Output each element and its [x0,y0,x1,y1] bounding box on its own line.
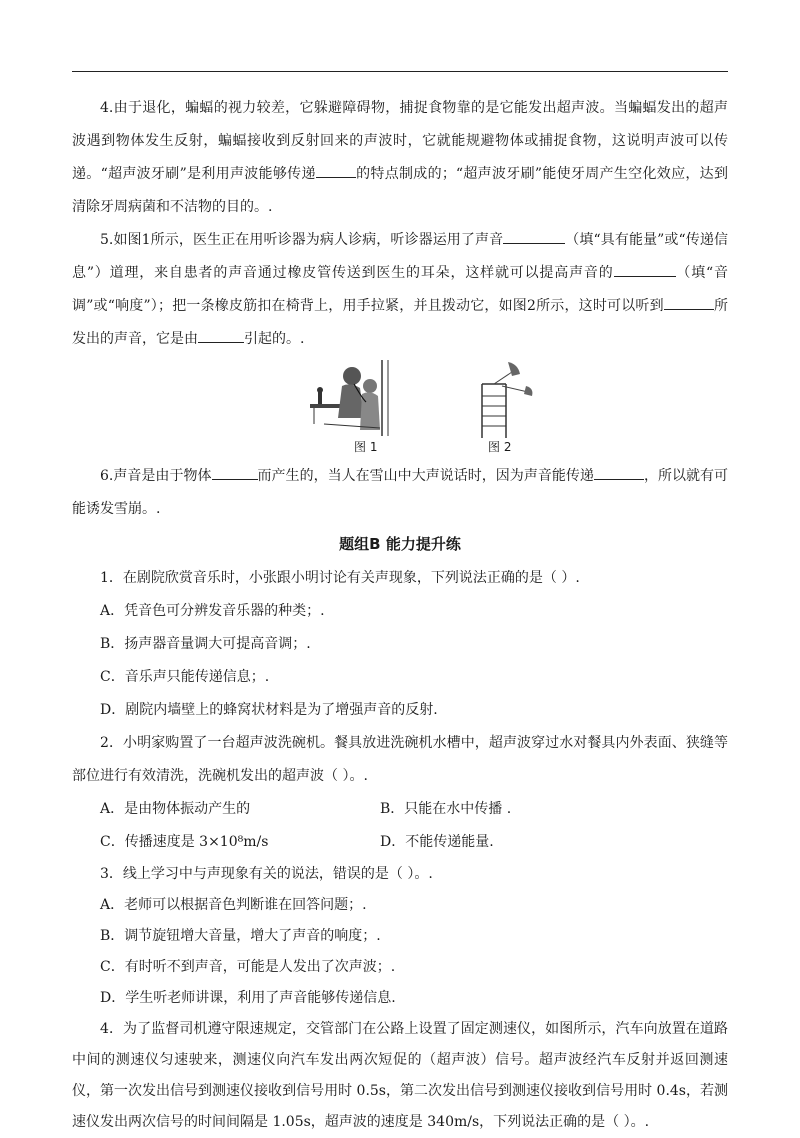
b3-stem: 3．线上学习中与声现象有关的说法，错误的是（ ）。. [100,866,433,882]
b4-stem: 4．为了监督司机遵守限速规定，交管部门在公路上设置了固定测速仪，如图所示，汽车向放置在道路中间的测速仪匀速驶来，测速仪向汽车发出两次短促的（超声波）信号。超声波经汽车反射并返回测速仪，第一次发出信号到测速仪接收到信号用时 0.5s，第二次发出信号到测速仪接收到信号用时 0.4s，若测速仪发出两次信号的时间间隔是 1.05s，超声波的速度是 340m/s，下列说法正确的是（ ）。. [72,1021,728,1130]
b1-option-a[interactable]: A．凭音色可分辨发音乐器的种类；. [100,603,325,619]
figure-1-stethoscope [304,358,404,438]
b2-option-a[interactable]: A．是由物体振动产生的 [100,801,251,817]
q5-text-d: 所发出的声音，它是由 [72,298,728,347]
section-b-title: 题组B 能力提升练 [339,535,461,553]
figure-2-chair [472,358,552,438]
b3-option-c[interactable]: C．有时听不到声音，可能是人发出了次声波；. [100,959,396,975]
q5-text-c: （填“音调”或“响度”）；把一条橡皮筋扣在椅背上，用手拉紧，并且拨动它，如图2所示，这时可以听到 [72,265,728,314]
figure-2-caption: 图 2 [488,440,512,454]
figure-row [72,358,728,456]
answer-blank[interactable] [316,163,356,178]
b3-option-b[interactable]: B．调节旋钮增大音量，增大了声音的响度；. [100,928,381,944]
b1-stem: 1．在剧院欣赏音乐时，小张跟小明讨论有关声现象，下列说法正确的是（ ）. [100,570,580,586]
b3-option-d[interactable]: D．学生听老师讲课，利用了声音能够传递信息. [100,990,396,1006]
b2-stem: 2．小明家购置了一台超声波洗碗机。餐具放进洗碗机水槽中，超声波穿过水对餐具内外表面、狭缝等部位进行有效清洗，洗碗机发出的超声波（ ）。. [72,735,728,784]
question-5 [72,224,728,356]
q6-text-a: 6.声音是由于物体 [100,468,212,484]
b1-option-c[interactable]: C．音乐声只能传递信息；. [100,669,270,685]
b2-option-b[interactable]: B．只能在水中传播 . [380,801,512,817]
b2-option-c[interactable]: C．传播速度是 3×10⁸m/s [100,834,269,850]
answer-blank[interactable] [594,465,644,480]
answer-blank[interactable] [503,229,565,244]
b2-options-row-2 [72,826,728,859]
q5-text-a: 5.如图1所示，医生正在用听诊器为病人诊病，听诊器运用了声音 [100,232,504,248]
question-4 [72,92,728,224]
b1-option-b[interactable]: B．扬声器音量调大可提高音调；. [100,636,311,652]
doctor-patient-illustration [304,358,404,438]
q5-text-e: 引起的。. [244,331,305,347]
q5-text-b: （填“具有能量”或“传递信息”）道理，来自患者的声音通过橡皮管传送到医生的耳朵，这样就可以提高声音的 [72,232,728,281]
q4-text-b: 的特点制成的；“超声波牙刷”能使牙周产生空化效应，达到清除牙周病菌和不洁物的目的。. [72,166,728,215]
answer-blank[interactable] [614,262,676,277]
q6-text-c: ，所以就有可能诱发雪崩。. [72,468,729,517]
answer-blank[interactable] [664,295,714,310]
b1-option-d[interactable]: D．剧院内墙壁上的蜂窝状材料是为了增强声音的反射. [100,702,438,718]
answer-blank[interactable] [212,465,258,480]
figure-1-caption: 图 1 [354,440,378,454]
worksheet-body [72,92,728,1138]
header-rule [72,71,728,72]
q6-text-b: 而产生的，当人在雪山中大声说话时，因为声音能传递 [257,468,594,484]
q4-text-a: 4.由于退化，蝙蝠的视力较差，它躲避障碍物，捕捉食物靠的是它能发出超声波。当蝙蝠发出的超声波遇到物体发生反射，蝙蝠接收到反射回来的声波时，它就能规避物体或捕捉食物，这说明声波可以传递。“超声波牙刷”是利用声波能够传递 [72,100,728,182]
b2-options-row-1 [72,793,728,826]
b3-option-a[interactable]: A．老师可以根据音色判断谁在回答问题；. [100,897,367,913]
question-6 [72,460,728,526]
b2-option-d[interactable]: D．不能传递能量. [380,834,494,850]
answer-blank[interactable] [198,328,244,343]
chair-rubber-band-illustration [472,358,552,438]
